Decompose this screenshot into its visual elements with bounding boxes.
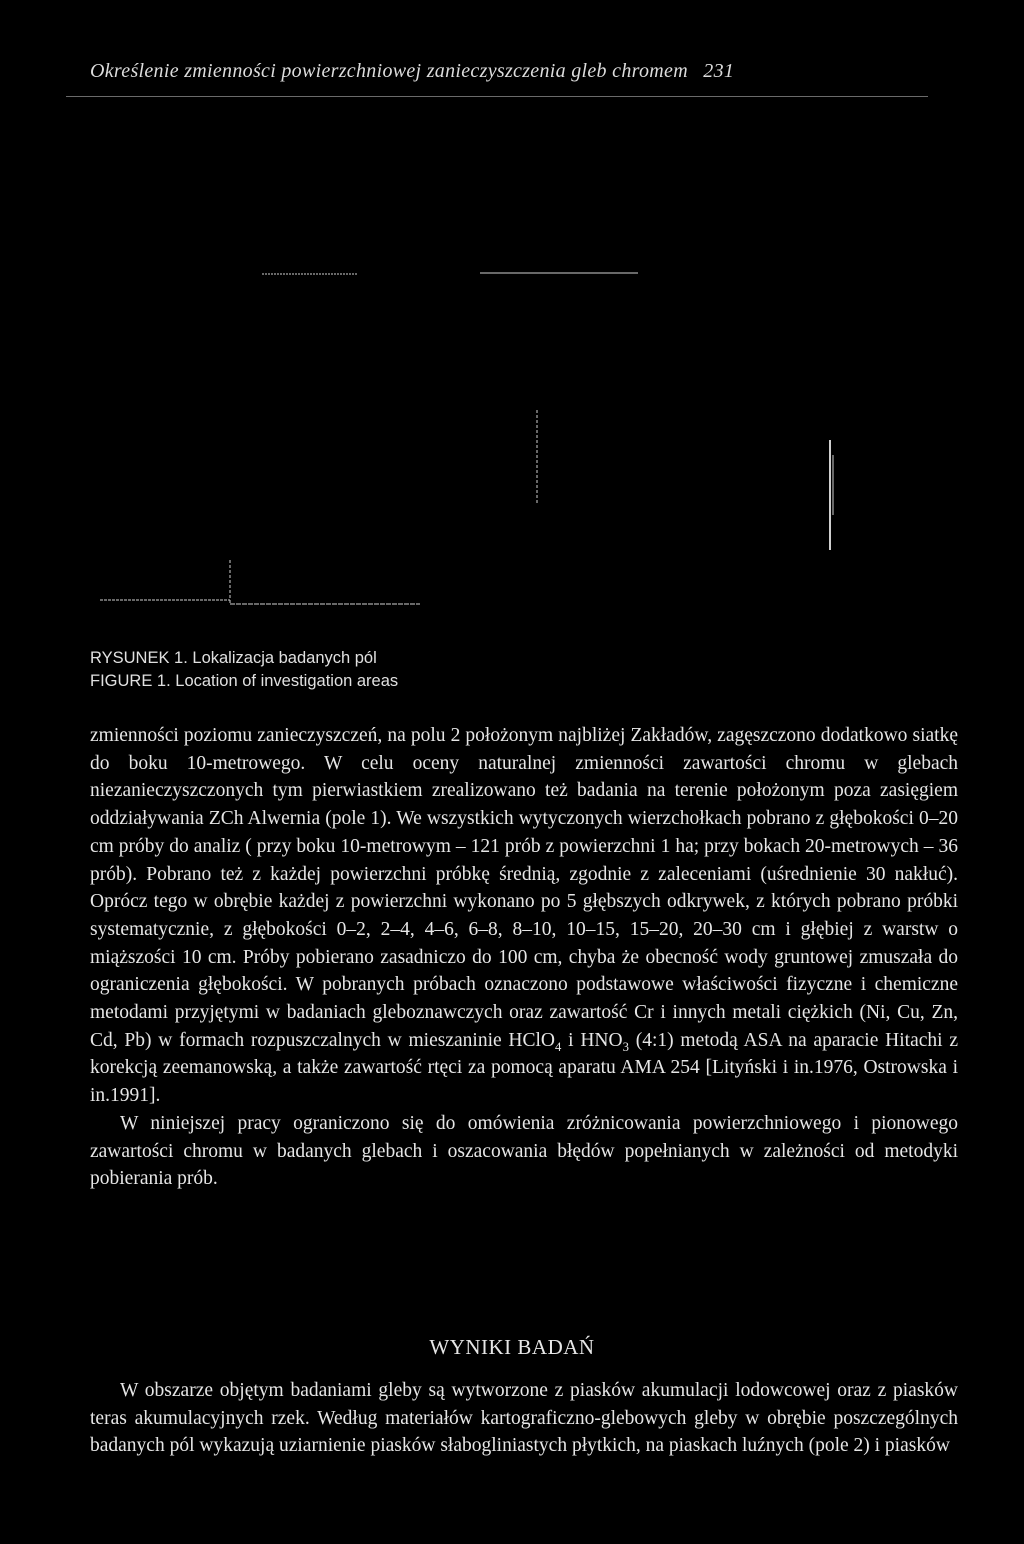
paragraph: W obszarze objętym badaniami gleby są wytworzone z piasków akumulacji lodowcowej oraz z piasków teras akumulacyjnych rzek. Według materiałów kartograficzno-glebowych gleby w obrębie poszczególnych badanych pól wykazują uziarnienie piasków słabogliniastych płytkich, na piaskach luźnych (pole 2) i piasków: [90, 1380, 958, 1457]
body-text: [90, 722, 958, 1193]
subscript: 3: [622, 1039, 629, 1054]
section-heading: WYNIKI BADAŃ: [429, 1335, 595, 1359]
header-rule: [66, 96, 928, 97]
figure-caption-pl: RYSUNEK 1. Lokalizacja badanych pól: [90, 649, 377, 667]
subscript: 4: [555, 1039, 562, 1054]
location-map-figure: [90, 255, 870, 625]
paragraph-text: zmienności poziomu zanieczyszczeń, na polu 2 położonym najbliżej Zakładów, zagęszczono dodatkowo siatkę do boku 10-metrowego. W celu oceny naturalnej zmienności zawartości chromu w glebach niezanieczyszczonych tym pierwiastkiem zrealizowano też badania na terenie położonym poza zasięgiem oddziaływania ZCh Alwernia (pole 1). We wszystkich wytyczonych wierzchołkach pobrano z głębokości 0–20 cm próby do analiz ( przy boku 10-metrowym – 121 prób z powierzchni 1 ha; przy bokach 20-metrowych – 36 prób). Pobrano też z każdej powierzchni próbkę średnią, zgodnie z zaleceniami (uśrednienie 30 nakłuć). Oprócz tego w obrębie każdej z powierzchni wykonano po 5 głębszych odkrywek, z których pobrano próbki systematycznie, z głębokości 0–2, 2–4, 4–6, 6–8, 8–10, 10–15, 15–20, 20–30 cm i głębiej z warstw o miąższości 10 cm. Próby pobierano zasadniczo do 100 cm, chyba że obecność wody gruntowej zmuszała do ograniczenia głębokości. W pobranych próbach oznaczono podstawowe właściwości fizyczne i chemiczne metodami przyjętymi w badaniach gleboznawczych oraz zawartość Cr i innych metali ciężkich (Ni, Cu, Zn, Cd, Pb) w formach rozpuszczalnych w mieszaninie HClO: [90, 725, 958, 1051]
paragraph-text: (4:1) metodą ASA na aparacie Hitachi z korekcją zeemanowską, a także zawartość rtęci za pomocą aparatu AMA 254 [Lityński i in.1976, Ostrowska i in.1991].: [90, 1029, 958, 1107]
section-body-text: [90, 1377, 958, 1460]
running-header: [90, 60, 960, 83]
paragraph: [90, 722, 958, 1110]
figure-caption-en: FIGURE 1. Location of investigation areas: [90, 672, 399, 690]
running-title: Określenie zmienności powierzchniowej zanieczyszczenia gleb chromem: [90, 60, 688, 82]
page-number: 231: [703, 60, 735, 82]
map-line-fragments: [90, 255, 870, 625]
paragraph: W niniejszej pracy ograniczono się do omówienia zróżnicowania powierzchniowego i pionowego zawartości chromu w badanych glebach i oszacowania błędów popełnianych w zależności od metodyki pobierania prób.: [90, 1112, 958, 1190]
paragraph-text: i HNO: [561, 1029, 623, 1051]
